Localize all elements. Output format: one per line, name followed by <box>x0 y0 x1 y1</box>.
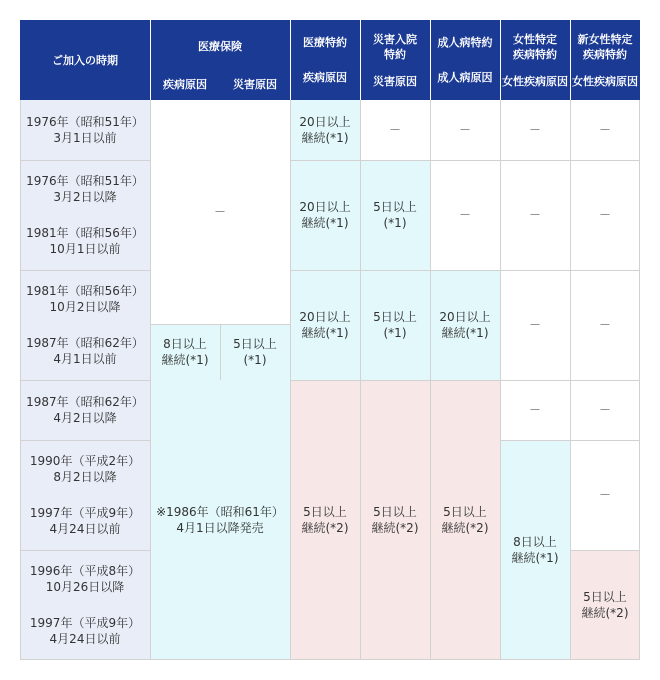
coverage-table <box>20 20 640 660</box>
saigai-nyuin-cell: 5日以上 (*1) <box>360 160 430 270</box>
header-shin-josei: 新女性特定 疾病特約 女性疾病原因 <box>570 20 640 100</box>
header-divider <box>570 20 571 100</box>
grid-line <box>500 440 640 441</box>
period-cell: 1976年（昭和51年） 3月1日以前 <box>20 100 150 160</box>
grid-line <box>20 550 150 551</box>
josei-cell: － <box>500 160 570 270</box>
grid-line <box>20 160 150 161</box>
iryo-tokuyaku-cell: 20日以上 継続(*1) <box>290 160 360 270</box>
header-iryo-hoken: 医療保険 <box>150 20 290 72</box>
seijin-cell: － <box>430 160 500 270</box>
josei-cell: － <box>500 380 570 440</box>
header-period: ご加入の時期 <box>20 20 150 100</box>
header-divider <box>500 20 501 100</box>
header-divider <box>430 20 431 100</box>
grid-line <box>20 440 150 441</box>
header-shippei-genin: 疾病原因 <box>150 72 220 100</box>
header-seijin: 成人病特約 成人病原因 <box>430 20 500 100</box>
header-josei: 女性特定 疾病特約 女性疾病原因 <box>500 20 570 100</box>
grid-line <box>20 659 640 660</box>
shin-josei-cell: － <box>570 380 640 440</box>
shin-josei-cell: － <box>570 270 640 380</box>
period-cell: 1981年（昭和56年） 10月2日以降 1987年（昭和62年） 4月1日以前 <box>20 270 150 380</box>
grid-line <box>150 100 151 660</box>
josei-cell: 8日以上 継続(*1) <box>500 440 570 660</box>
iryo-hoken-shippei-cell: 8日以上 継続(*1) <box>150 324 220 380</box>
iryo-hoken-note-cell: ※1986年（昭和61年） 4月1日以降発売 <box>150 380 290 660</box>
saigai-nyuin-cell: － <box>360 100 430 160</box>
grid-line <box>220 324 221 380</box>
header-divider <box>290 20 291 100</box>
shin-josei-cell: － <box>570 100 640 160</box>
grid-line <box>290 380 640 381</box>
shin-josei-cell: 5日以上 継続(*2) <box>570 550 640 660</box>
seijin-cell: 20日以上 継続(*1) <box>430 270 500 380</box>
grid-line <box>20 270 150 271</box>
shin-josei-cell: － <box>570 440 640 550</box>
grid-line <box>290 270 640 271</box>
header-divider <box>150 20 151 100</box>
period-cell: 1996年（平成8年） 10月26日以降 1997年（平成9年） 4月24日以前 <box>20 550 150 660</box>
shin-josei-cell: － <box>570 160 640 270</box>
iryo-hoken-saigai-cell: 5日以上 (*1) <box>220 324 290 380</box>
josei-cell: － <box>500 270 570 380</box>
period-cell: 1990年（平成2年） 8月2日以降 1997年（平成9年） 4月24日以前 <box>20 440 150 550</box>
iryo-tokuyaku-cell: 20日以上 継続(*1) <box>290 270 360 380</box>
grid-line <box>290 160 640 161</box>
header-iryo-tokuyaku: 医療特約 疾病原因 <box>290 20 360 100</box>
grid-line <box>570 550 640 551</box>
grid-line <box>20 380 150 381</box>
saigai-nyuin-cell: 5日以上 継続(*2) <box>360 380 430 660</box>
period-cell: 1987年（昭和62年） 4月2日以降 <box>20 380 150 440</box>
josei-cell: － <box>500 100 570 160</box>
header-divider <box>360 20 361 100</box>
header-saigai-genin: 災害原因 <box>220 72 290 100</box>
saigai-nyuin-cell: 5日以上 (*1) <box>360 270 430 380</box>
seijin-cell: － <box>430 100 500 160</box>
period-cell: 1976年（昭和51年） 3月2日以降 1981年（昭和56年） 10月1日以前 <box>20 160 150 270</box>
seijin-cell: 5日以上 継続(*2) <box>430 380 500 660</box>
iryo-tokuyaku-cell: 20日以上 継続(*1) <box>290 100 360 160</box>
header-saigai-nyuin: 災害入院 特約 災害原因 <box>360 20 430 100</box>
iryo-hoken-none-cell: － <box>150 100 290 324</box>
iryo-tokuyaku-cell: 5日以上 継続(*2) <box>290 380 360 660</box>
